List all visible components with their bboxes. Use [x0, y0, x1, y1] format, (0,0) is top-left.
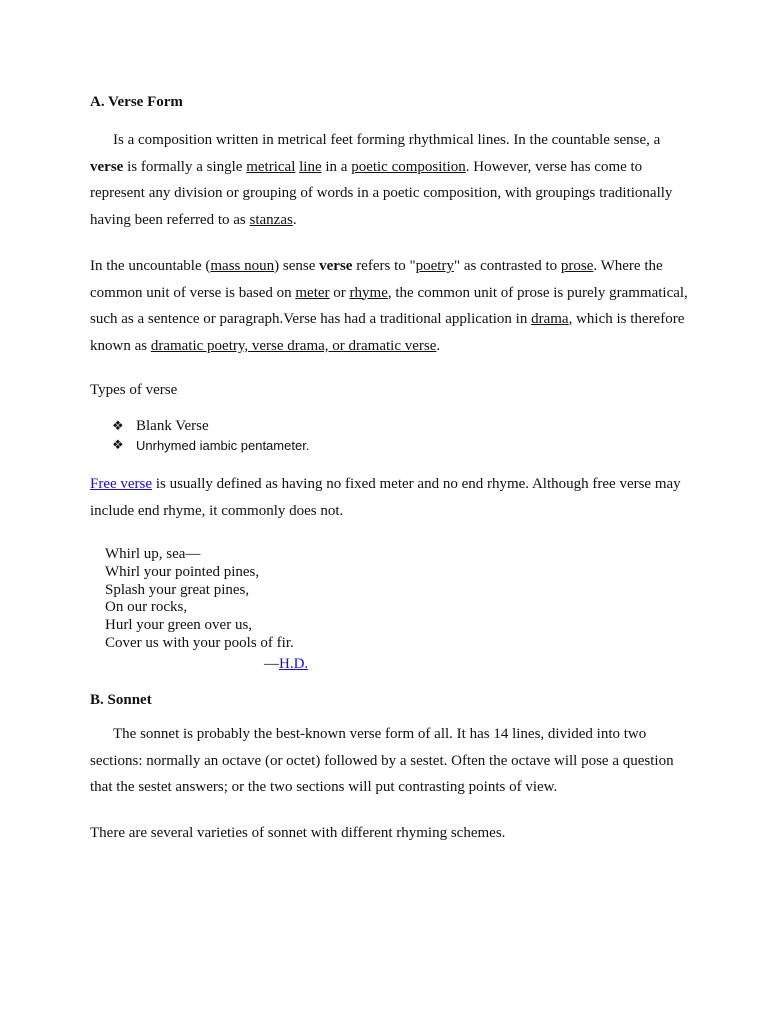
- link-metrical[interactable]: metrical: [246, 158, 296, 175]
- link-rhyme[interactable]: rhyme: [349, 284, 388, 301]
- list-item-label: Unrhymed iambic pentameter.: [136, 438, 310, 453]
- text-run: in a: [321, 158, 352, 175]
- link-free-verse[interactable]: Free verse: [90, 476, 153, 492]
- list-item-label: Blank Verse: [136, 418, 209, 434]
- text-run: . However, verse has come to represent any division or grouping of words in a poetic composition, with groupings traditionally having been referred to as: [90, 158, 673, 228]
- link-drama[interactable]: drama: [531, 311, 569, 328]
- text-run: In the uncountable (: [90, 258, 211, 274]
- text-run: is formally a single: [123, 158, 247, 175]
- term-verse: verse: [319, 258, 353, 274]
- poem-line: Splash your great pines,: [105, 581, 250, 598]
- link-poetry[interactable]: poetry: [415, 258, 454, 274]
- link-dramatic-poetry[interactable]: dramatic poetry, verse drama, or dramatic verse: [150, 337, 437, 354]
- attribution-dash: —: [264, 656, 279, 672]
- list-item: [90, 436, 690, 455]
- text-run: .: [436, 337, 441, 354]
- list-item: [90, 417, 690, 436]
- uncountable-sense-paragraph: [90, 253, 690, 359]
- section-a-heading: A. Verse Form: [90, 94, 183, 110]
- verse-types-list: [90, 417, 690, 455]
- poem-line: Whirl up, sea—: [105, 546, 201, 562]
- sonnet-paragraph: The sonnet is probably the best-known verse form of all. It has 14 lines, divided into two sections: normally an octave (or octet) followed by a sestet. Often the octave will pose a question that the sestet answers; or the two sections will put contrasting points of view.: [90, 726, 674, 796]
- link-poetic-composition[interactable]: poetic composition: [351, 158, 466, 175]
- diamond-bullet-icon: ❖: [112, 438, 124, 453]
- verse-definition-paragraph: [90, 127, 690, 233]
- link-prose[interactable]: prose: [560, 258, 594, 274]
- text-run: is usually defined as having no fixed meter and no end rhyme. Although free verse may include end rhyme, it commonly does not.: [90, 476, 681, 519]
- link-line[interactable]: line: [299, 158, 322, 175]
- poem-excerpt: [105, 546, 505, 653]
- poem-attribution: [264, 655, 308, 673]
- text-run: , which is therefore known as: [90, 311, 685, 354]
- text-run: refers to ": [352, 258, 416, 274]
- poem-line: Cover us with your pools of fir.: [105, 634, 294, 651]
- text-run: ) sense: [274, 258, 320, 274]
- text-run: or: [329, 284, 350, 301]
- poem-line: Whirl your pointed pines,: [105, 563, 260, 580]
- poem-line: Hurl your green over us,: [105, 617, 253, 634]
- link-meter[interactable]: meter: [295, 284, 330, 301]
- poem-line: On our rocks,: [105, 599, 188, 616]
- section-b-heading: B. Sonnet: [90, 692, 152, 708]
- text-run: .: [292, 211, 297, 228]
- text-run: , the common unit of prose is purely grammatical, such as a sentence or paragraph.Verse has had a traditional application in: [90, 284, 688, 328]
- text-run: . Where the common unit of verse is based on: [90, 258, 663, 301]
- link-stanzas[interactable]: stanzas: [249, 211, 293, 228]
- sonnet-varieties-paragraph: There are several varieties of sonnet with different rhyming schemes.: [90, 825, 506, 841]
- text-run: Is a composition written in metrical feet forming rhythmical lines. In the countable sense, a: [113, 132, 661, 148]
- term-verse: verse: [90, 158, 124, 175]
- diamond-bullet-icon: ❖: [112, 419, 124, 434]
- link-mass-noun[interactable]: mass noun: [210, 258, 275, 274]
- types-of-verse-label: Types of verse: [90, 382, 178, 398]
- free-verse-paragraph: [90, 471, 690, 524]
- text-run: " as contrasted to: [453, 258, 561, 274]
- link-author-hd[interactable]: H.D.: [279, 656, 309, 672]
